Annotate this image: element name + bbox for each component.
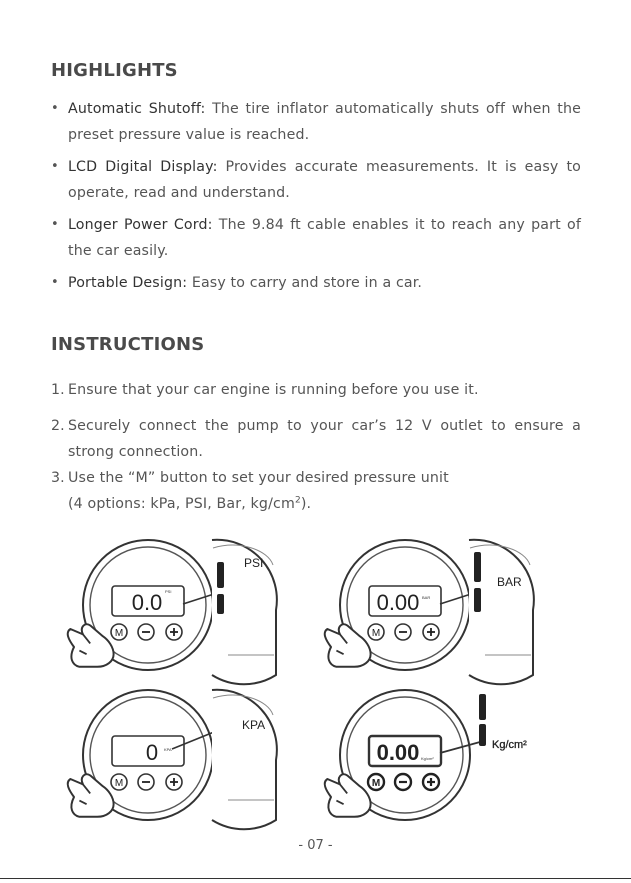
bullet-dot: • (51, 275, 59, 290)
zoom-unit-label: PSI (244, 556, 264, 570)
figure-kgcm2 (325, 690, 527, 820)
step-number: 2. (51, 418, 65, 434)
lcd-unit: PSI (165, 589, 172, 594)
lcd-reading: 0.0 (131, 590, 163, 615)
page-number: - 07 - (298, 838, 333, 853)
zoom-panel (212, 690, 277, 829)
lcd-reading: 0 (145, 740, 159, 765)
zoom-unit-label: Kg/cm² (492, 739, 527, 751)
zoom-unit-label: BAR (497, 575, 522, 589)
step-number: 3. (51, 470, 65, 486)
bullet-text: Provides accurate measurements. It is easy to operate, read and understand. (68, 159, 581, 201)
bullet-dot: • (51, 159, 59, 174)
bullet-dot: • (51, 101, 59, 116)
highlights-heading: HIGHLIGHTS (51, 60, 178, 81)
bullet-term: Automatic Shutoff: (68, 101, 206, 117)
segment-digit (474, 552, 481, 582)
instructions-heading: INSTRUCTIONS (51, 334, 205, 355)
bullet-term: Portable Design: (68, 275, 188, 291)
bottom-divider (0, 878, 631, 879)
lcd-unit: Kg/cm² (421, 756, 434, 761)
lcd-reading: 0.00 (376, 590, 420, 615)
step-number: 1. (51, 382, 65, 398)
bullet-text: Easy to carry and store in a car. (187, 275, 423, 291)
bullet-term: Longer Power Cord: (68, 217, 213, 233)
zoom-unit-label: KPA (242, 718, 266, 732)
lcd-reading: 0.00 (376, 740, 420, 765)
figure-kpa (68, 690, 277, 829)
lcd-unit: BAR (422, 595, 431, 600)
step-text: Ensure that your car engine is running before you use it. (68, 382, 479, 398)
segment-digit (217, 562, 224, 588)
lcd-unit: KPA (164, 747, 172, 752)
bullet-text: The 9.84 ft cable enables it to reach any part of the car easily. (68, 217, 581, 259)
figure-psi (68, 540, 277, 684)
step-superscript: 2 (294, 495, 301, 506)
step-text: Securely connect the pump to your car’s 12 V outlet to ensure a strong connection. (68, 418, 581, 460)
mode-button-label: M (371, 778, 381, 789)
step-text-options: (4 options: kPa, PSI, Bar, kg/cm (68, 496, 295, 512)
step-text: Use the “M” button to set your desired pressure unit (68, 470, 449, 486)
figure-bar (325, 540, 534, 684)
step-text-end: ). (300, 496, 312, 512)
bullet-dot: • (51, 217, 59, 232)
bullet-term: LCD Digital Display: (68, 159, 218, 175)
mode-button-label: M (371, 628, 381, 639)
mode-button-label: M (114, 778, 124, 789)
mode-button-label: M (114, 628, 124, 639)
bullet-text: The tire inflator automatically shuts off when the preset pressure value is reached. (68, 101, 581, 143)
segment-digit (479, 694, 486, 720)
